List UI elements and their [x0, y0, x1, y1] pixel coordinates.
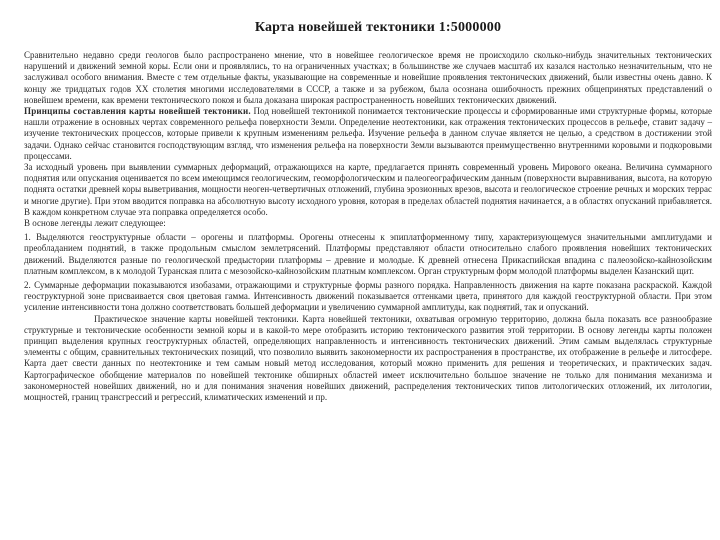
paragraph-lead: Практическое значение карты новейшей тектоники.	[94, 313, 299, 324]
paragraph-text: 2. Суммарные деформации показываются изобазами, отражающими и структурные формы разного порядка. Направленность движения на карте показана раскраской. Каждой геоструктурной зоне присваивается своя цветовая гамма. Интенсивность движений показывается оттенками цвета, принятого для каждой геоструктурной области. При этом усиление интенсивности тона должно соответствовать большей деформации и увеличению суммарной амплитуды, как поднятий, так и опусканий.	[24, 280, 712, 313]
paragraph-text: В основе легенды лежит следующее:	[24, 218, 166, 229]
document-title: Карта новейшей тектоники 1:5000000	[254, 20, 502, 35]
paragraph-text: Под новейшей тектоникой понимается тектонические процессы и сформированные ими структурные формы, которые нашли отражение в основных чертах современного рельефа поверхности Земли. Определение неотектоники, как отражения тектонических процессов в рельефе, ставит задачу – изучение тектонических процессов, которые привели к крупным изменениям рельефа. Изучение рельефа в данном случае является не целью, а средством в достижении этой задачи. Однако сейчас становится господствующим взгляд, что изменения рельефа на поверхности Земли вызываются преимущественно внутренними коровыми и подкоровыми процессами.	[24, 106, 712, 161]
paragraph-legend-item-2	[24, 280, 712, 314]
paragraph-text: За исходный уровень при выявлении суммарных деформаций, отражающихся на карте, предлагается принять современный уровень Мирового океана. Величина суммарного поднятия или опускания оценивается по всем имеющимся геологическим, геоморфологическим и палеогеографическим данным (поверхности выравнивания, высота, на которую поднята остатки древней коры выветривания, мощности неоген-четвертичных отложений, глубина эрозионных врезов, высота и геологическое строение речных и морских террас и многие другие). При этом вводится поправка на абсолютную высоту исходного уровня, которая в пределах областей поднятия начинается, а в областях опусканий прибавляется. В каждом конкретном случае эта поправка определяется особо.	[24, 162, 712, 217]
paragraph-baseline	[24, 162, 712, 218]
paragraph-intro	[24, 50, 712, 106]
paragraph-text: Карта новейшей тектоники, охватывая огромную территорию, должна была показать все разнообразие структурные и тектонические особенности земной коры и в какой-то мере отобразить историю тектонического развития этой территории. В основу легенды карты положен принцип выделения крупных геоструктурных областей, определяющих направленность и интенсивность тектонических движений. Этим самым выделялась структурные элементы с общим, сравнительных тектонических позиций, что позволило выявить закономерности их распространения в пространстве, их отображение в рельефе и литосфере. Карта дает свести данных по неотектонике и тем самым новый метод исследования, который можно применить для решения и теоретических, и практических задач. Картографическое обобщение материалов по новейшей тектонике обширных областей имеет исключительно большое значение не только для понимания механизма и закономерностей новейших движений, но и для понимания значения новейших движений, распределения тектонических типов литологических отложений, их литологии, мощностей, границ трансгрессий и регрессий, климатических изменений и пр.	[24, 313, 712, 403]
paragraph-practical	[24, 314, 712, 404]
paragraph-lead: Принципы составления карты новейшей тектоники.	[24, 106, 251, 117]
paragraph-principles	[24, 106, 712, 162]
paragraph-legend-intro	[24, 218, 712, 229]
paragraph-text: 1. Выделяются геоструктурные области – орогены и платформы. Орогены отнесены к эпиплатформенному типу, характеризующемуся значительными амплитудами и преобладанием поднятий, в также продольным смыслом землетрясений. Платформы представляют области относительно слабого проявления новейших тектонических движений. Выделяются разные по геологической предыстории платформы – древние и молодые. К древней отнесена Прикаспийская впадина с палеозойско-кайнозойским платным комплексом, в к молодой Туранская плита с мезозойско-кайнозойским платным комплексом. Орган структурным форм молодой платформы выделен Казанский щит.	[24, 232, 712, 276]
paragraph-legend-item-1	[24, 232, 712, 277]
document-body	[24, 50, 712, 403]
paragraph-text: Сравнительно недавно среди геологов было распространено мнение, что в новейшее геологическое время не происходило сколько-нибудь значительных тектонических нарушений и движений земной коры. Если они и проявлялись, то на ограниченных участках; в большинстве же случаев масштаб их казался настолько незначительным, что не заслуживал особого внимания. Вместе с тем отдельные факты, указывающие на современные и новейшие проявления тектонических движений, были известны очень давно. К концу же тридцатых годов XX столетия многими исследователями в СССР, а также и за рубежом, была осознана ошибочность прежних общепринятых представлений о новейшем времени, как времени тектонического покоя и была доказана широкая распространенность новейших тектонических движений.	[24, 50, 712, 105]
